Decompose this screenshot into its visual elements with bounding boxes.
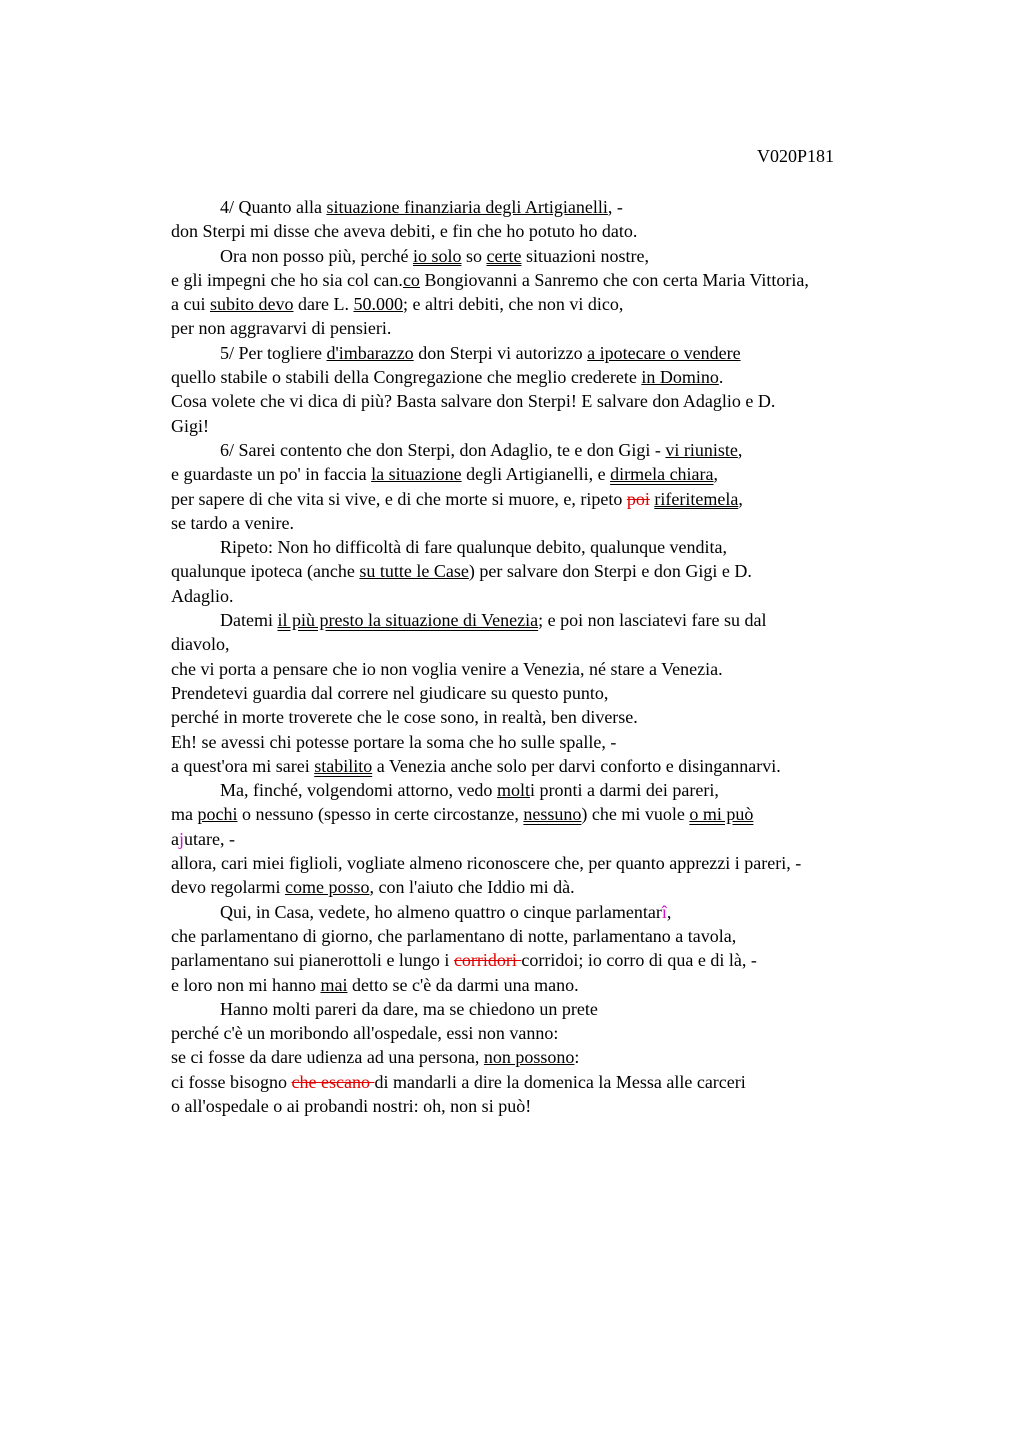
text-run: , [713, 464, 719, 485]
text-run: a Venezia anche solo per darvi conforto e disingannarvi. [372, 755, 781, 776]
text-run: degli Artigianelli, e [461, 464, 611, 485]
highlighted-char: î [661, 901, 667, 922]
text-run: a [171, 828, 179, 849]
text-run: ci fosse bisogno [171, 1071, 292, 1092]
text-run: parlamentano sui pianerottoli e lungo i [171, 950, 454, 971]
text-run: Prendetevi guardia dal correre nel giudicare su questo punto, [171, 682, 609, 703]
underlined-text: subito devo [209, 294, 294, 315]
text-run: perché c'è un moribondo all'ospedale, essi non vanno: [171, 1023, 559, 1044]
text-line [171, 1021, 921, 1045]
text-run: utare, - [184, 828, 235, 849]
underlined-text: pochi [197, 804, 238, 825]
text-line [171, 535, 921, 559]
text-line [171, 730, 921, 754]
text-run: Ma, finché, volgendomi attorno, vedo [220, 780, 497, 801]
text-line [171, 754, 921, 778]
underlined-text: in Domino [641, 367, 719, 388]
underlined-text: non possono [483, 1047, 575, 1068]
text-run: e guardaste un po' in faccia [171, 464, 372, 485]
text-run: e loro non mi hanno [171, 974, 321, 995]
text-line [171, 195, 921, 219]
underlined-text: situazione finanziaria degli Artigianelli [326, 197, 608, 217]
text-line [171, 705, 921, 729]
underlined-text: la situazione [371, 464, 462, 485]
text-line [171, 1045, 921, 1069]
underlined-text: su tutte le Case [359, 561, 469, 582]
text-line [171, 559, 921, 583]
text-run: ; e altri debiti, che non vi dico, [402, 294, 624, 315]
text-run: se tardo a venire. [171, 512, 294, 533]
text-line [171, 244, 921, 268]
text-run: di mandarli a dire la domenica la Messa alle carceri [374, 1071, 746, 1092]
text-run: Adaglio. [171, 585, 234, 606]
text-run: dare L. [293, 294, 354, 315]
text-run: per non aggravarvi di pensieri. [171, 318, 392, 339]
double-underlined-text: o mi può [689, 804, 754, 825]
text-run: so [461, 245, 487, 266]
struck-text: che escano [291, 1071, 375, 1092]
text-line [171, 924, 921, 948]
text-line [171, 900, 921, 924]
text-run: ma [171, 804, 198, 825]
text-line [171, 802, 921, 826]
text-line [171, 365, 921, 389]
text-run: , [666, 901, 672, 922]
text-run: , - [607, 197, 623, 217]
text-run: ) per salvare don Sterpi e don Gigi e D. [468, 561, 752, 582]
text-line [171, 438, 921, 462]
text-run: Ora non posso più, perché [220, 245, 413, 266]
underlined-text: d'imbarazzo [326, 342, 414, 363]
text-line [171, 851, 921, 875]
double-underlined-text: riferitemela [654, 488, 739, 509]
text-run: a quest'ora mi sarei [171, 755, 315, 776]
text-run: che vi porta a pensare che io non voglia venire a Venezia, né stare a Venezia. [171, 658, 723, 679]
text-line [171, 219, 921, 243]
struck-text: corridori [453, 950, 522, 971]
page-code: V020P181 [757, 146, 835, 166]
text-run: a cui [171, 294, 210, 315]
text-line [171, 948, 921, 972]
highlighted-char: j [179, 828, 185, 849]
text-line [171, 1070, 921, 1094]
text-run: Qui, in Casa, vedete, ho almeno quattro o cinque parlamentar [220, 901, 662, 922]
text-line [171, 681, 921, 705]
text-run: 6/ Sarei contento che don Sterpi, don Adaglio, te e don Gigi - [220, 439, 666, 460]
double-underlined-text: stabilito [314, 755, 373, 776]
underlined-text: mai [320, 974, 348, 995]
text-line [171, 511, 921, 535]
text-run: ; e poi non lasciatevi fare su dal [538, 610, 767, 631]
text-line [171, 389, 921, 413]
text-run: situazioni nostre, [521, 245, 649, 266]
text-run: i pronti a darmi dei pareri, [529, 780, 719, 801]
text-run: detto se c'è da darmi una mano. [347, 974, 579, 995]
text-line [171, 973, 921, 997]
text-run: e gli impegni che ho sia col can. [171, 269, 403, 290]
struck-text: poi [626, 488, 650, 509]
text-run: diavolo, [171, 634, 230, 655]
double-underlined-text: io solo [412, 245, 462, 266]
text-line [171, 632, 921, 656]
double-underlined-text: dirmela chiara [610, 464, 714, 485]
text-line [171, 1094, 921, 1118]
text-run: 5/ Per togliere [220, 342, 327, 363]
text-run: : [574, 1047, 580, 1068]
text-line [171, 414, 921, 438]
text-line [171, 827, 921, 851]
text-line [171, 584, 921, 608]
text-run: Eh! se avessi chi potesse portare la soma che ho sulle spalle, - [171, 731, 617, 752]
text-run: don Sterpi vi autorizzo [413, 342, 588, 363]
letter-body [171, 195, 921, 1118]
text-line [171, 341, 921, 365]
text-run: don Sterpi mi disse che aveva debiti, e fin che ho potuto ho dato. [171, 221, 638, 242]
text-run: quello stabile o stabili della Congregazione che meglio crederete [171, 367, 642, 388]
text-run: allora, cari miei figlioli, vogliate almeno riconoscere che, per quanto apprezzi i pareri, - [171, 853, 802, 874]
text-line [171, 316, 921, 340]
underlined-text: vi riuniste [665, 439, 738, 460]
text-run: corridoi; io corro di qua e di là, - [521, 950, 757, 971]
text-run: Cosa volete che vi dica di più? Basta salvare don Sterpi! E salvare don Adaglio e D. [171, 391, 776, 412]
text-line [171, 462, 921, 486]
text-run: devo regolarmi [171, 877, 285, 898]
text-line [171, 268, 921, 292]
text-run: perché in morte troverete che le cose sono, in realtà, ben diverse. [171, 707, 638, 728]
text-line [171, 608, 921, 632]
text-run: per sapere di che vita si vive, e di che morte si muore, e, ripeto [171, 488, 627, 509]
text-run: 4/ Quanto alla [220, 197, 327, 217]
text-line [171, 657, 921, 681]
underlined-text: come posso [284, 877, 370, 898]
text-run: o nessuno (spesso in certe circostanze, [237, 804, 524, 825]
underlined-text: molt [496, 780, 530, 801]
text-run: qualunque ipoteca (anche [171, 561, 360, 582]
text-run: , [738, 488, 743, 509]
text-run: , con l'aiuto che Iddio mi dà. [369, 877, 575, 898]
double-underlined-text: certe [486, 245, 522, 266]
text-line [171, 778, 921, 802]
text-run: se ci fosse da dare udienza ad una persona, [171, 1047, 484, 1068]
underlined-text: co [402, 269, 420, 290]
text-line [171, 997, 921, 1021]
text-run: Hanno molti pareri da dare, ma se chiedono un prete [220, 998, 598, 1019]
double-underlined-text: nessuno [523, 804, 582, 825]
text-run: Ripeto: Non ho difficoltà di fare qualunque debito, qualunque vendita, [220, 537, 728, 558]
text-run: ) che mi vuole [581, 804, 690, 825]
text-line [171, 487, 921, 511]
text-run: Bongiovanni a Sanremo che con certa Maria Vittoria, [419, 269, 809, 290]
text-line [171, 875, 921, 899]
text-run: o all'ospedale o ai probandi nostri: oh, non si può! [171, 1095, 532, 1116]
text-run: , [737, 439, 743, 460]
text-line [171, 292, 921, 316]
underlined-text: a ipotecare o vendere [587, 342, 741, 363]
text-run: Datemi [220, 610, 278, 631]
double-underlined-text: il più presto la situazione di Venezia [277, 610, 539, 631]
underlined-text: 50.000 [353, 294, 403, 315]
text-run: che parlamentano di giorno, che parlamentano di notte, parlamentano a tavola, [171, 925, 737, 946]
text-run: . [718, 367, 724, 388]
text-run: Gigi! [171, 415, 209, 436]
